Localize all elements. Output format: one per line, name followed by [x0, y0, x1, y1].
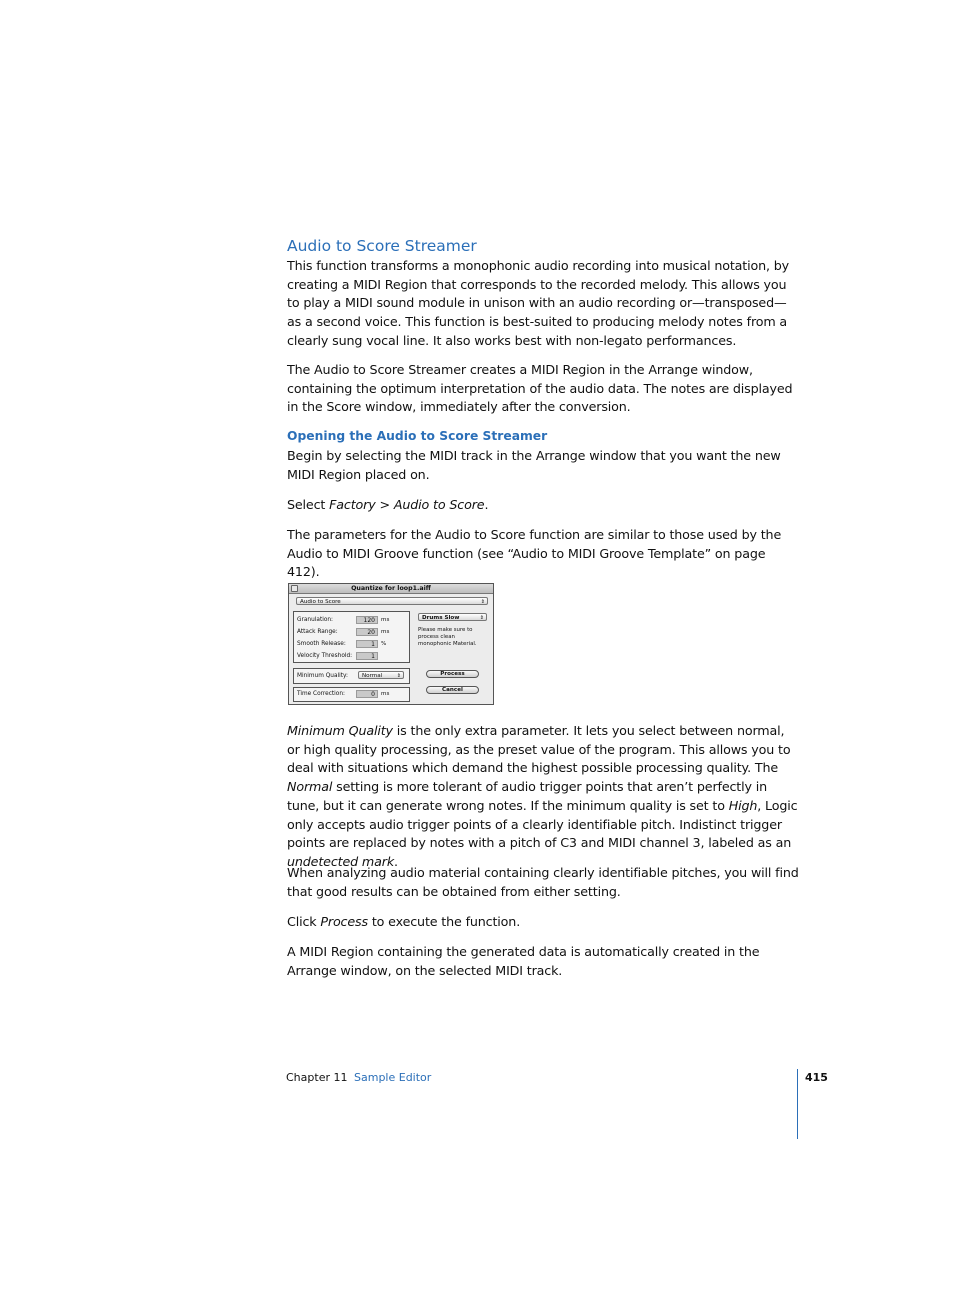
- granulation-field[interactable]: 120: [356, 616, 378, 624]
- minimum-quality-popup[interactable]: Normal ⇕: [358, 671, 404, 679]
- granulation-label: Granulation:: [297, 617, 333, 623]
- attack-range-label: Attack Range:: [297, 629, 338, 635]
- parameters-paragraph: The parameters for the Audio to Score function are similar to those used by the Audio to MIDI Groove function (see “Audio to MIDI Groove Template” on page 412).: [287, 527, 782, 580]
- attack-range-unit: ms: [381, 629, 390, 635]
- section-title: Audio to Score Streamer: [287, 237, 477, 255]
- time-correction-group: [293, 687, 410, 702]
- subsection-title: Opening the Audio to Score Streamer: [287, 429, 548, 443]
- time-correction-unit: ms: [381, 691, 390, 697]
- minimum-quality-group: [293, 668, 410, 684]
- velocity-threshold-label: Velocity Threshold:: [297, 653, 353, 659]
- minimum-quality-label: Minimum Quality:: [297, 673, 348, 679]
- smooth-release-unit: %: [381, 641, 387, 647]
- process-button[interactable]: Process: [426, 670, 479, 678]
- time-correction-field[interactable]: 0: [356, 690, 378, 698]
- popup-arrows-icon: ⇕: [396, 673, 401, 679]
- velocity-threshold-field[interactable]: 1: [356, 652, 378, 660]
- footer-chapter: Chapter 11: [286, 1071, 348, 1084]
- footer-divider: [797, 1069, 798, 1139]
- smooth-release-field[interactable]: 1: [356, 640, 378, 648]
- preset-popup[interactable]: Drums Slow ⇕: [418, 613, 487, 621]
- parameters-group: [293, 611, 410, 663]
- cancel-button[interactable]: Cancel: [426, 686, 479, 694]
- hint-text: Please make sure to process clean monophonic Material.: [418, 627, 477, 648]
- instruction-paragraph: Begin by selecting the MIDI track in the Arrange window that you want the new MIDI Region placed on.: [287, 448, 781, 482]
- popup-arrows-icon: ⇕: [480, 599, 485, 605]
- time-correction-label: Time Correction:: [297, 691, 345, 697]
- page-number: 415: [805, 1071, 828, 1084]
- result-paragraph: A MIDI Region containing the generated data is automatically created in the Arrange window, on the selected MIDI track.: [287, 944, 760, 978]
- quantize-dialog: [288, 583, 494, 705]
- menu-factory: Factory: [329, 497, 376, 512]
- menu-audio-to-score: Audio to Score: [393, 497, 485, 512]
- popup-arrows-icon: ⇕: [479, 615, 484, 621]
- dialog-title: Quantize for loop1.aiff: [351, 585, 431, 592]
- minimum-quality-paragraph: Minimum Quality is the only extra parameter. It lets you select between normal, or high quality processing, as the preset value of the program. This allows you to deal with situations which demand the highest possible processing quality. The Normal setting is more tolerant of audio trigger points that aren’t perfectly in tune, but it can generate wrong notes. If the minimum quality is set to High, Logic only accepts audio trigger points of a clearly identifiable pitch. Indistinct trigger points are replaced by notes with a pitch of C3 and MIDI channel 3, labeled as an undetected mark.: [287, 723, 798, 869]
- mode-popup[interactable]: Audio to Score ⇕: [296, 597, 488, 605]
- dialog-title-bar: [289, 584, 493, 594]
- smooth-release-label: Smooth Release:: [297, 641, 346, 647]
- select-menu-paragraph: Select Factory > Audio to Score.: [287, 497, 489, 512]
- click-process-paragraph: Click Process to execute the function.: [287, 914, 521, 929]
- footer-section-link[interactable]: Sample Editor: [354, 1071, 432, 1084]
- granulation-unit: ms: [381, 617, 390, 623]
- streamer-description-paragraph: The Audio to Score Streamer creates a MIDI Region in the Arrange window, containing the optimum interpretation of the audio data. The notes are displayed in the Score window, immediately after the conversion.: [287, 362, 793, 415]
- close-box-icon[interactable]: [291, 585, 298, 592]
- attack-range-field[interactable]: 20: [356, 628, 378, 636]
- analysis-paragraph: When analyzing audio material containing clearly identifiable pitches, you will find that good results can be obtained from either setting.: [287, 865, 799, 899]
- intro-paragraph: This function transforms a monophonic audio recording into musical notation, by creating a MIDI Region that corresponds to the recorded melody. This allows you to play a MIDI sound module in unison with an audio recording or—transposed— as a second voice. This function is best-suited to producing melody notes from a clearly sung vocal line. It also works best with non-legato performances.: [287, 258, 790, 348]
